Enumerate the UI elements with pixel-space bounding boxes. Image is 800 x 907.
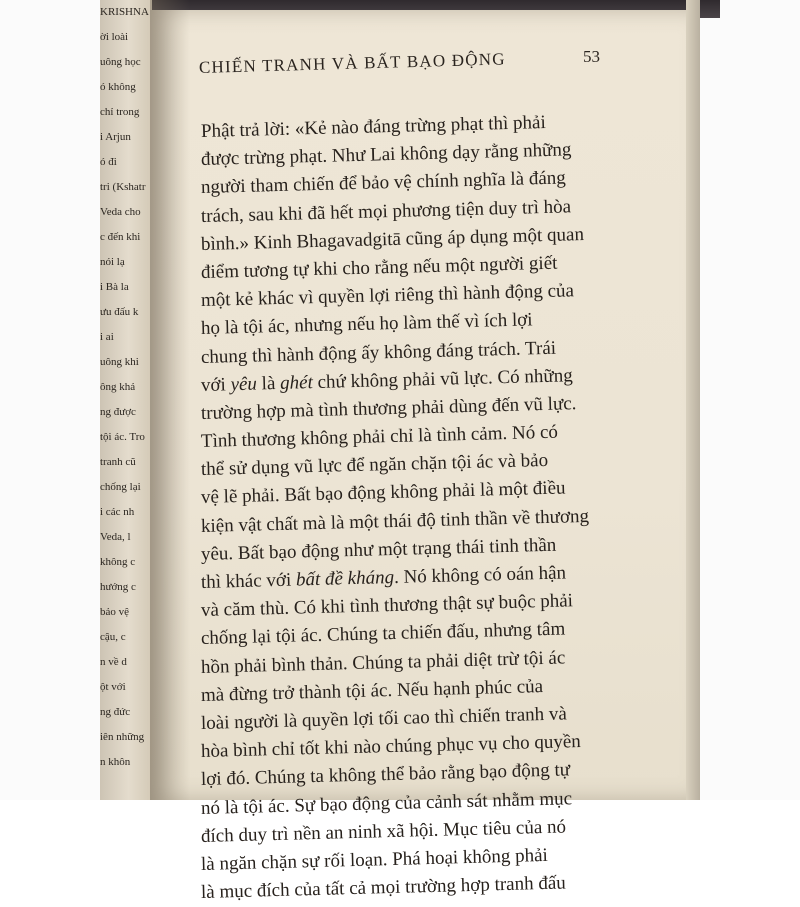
text-run: Phật trả lời: «Kẻ nào đáng trừng phạt thì phải: [200, 111, 547, 142]
text-run: điểm tương tự khi cho rằng nếu một người giết: [200, 252, 558, 283]
text-run: với: [200, 373, 231, 396]
left-page-edge: [100, 0, 152, 800]
left-page-fragment: i Bà la: [100, 281, 129, 293]
book-gutter-shadow: [150, 0, 190, 800]
text-run: Tình thương không phải chỉ là tình cảm. Nó có: [200, 421, 559, 453]
left-page-fragment: tri (Kshatr: [100, 181, 146, 193]
italic-phrase: yêu: [230, 373, 258, 395]
left-page-fragment: ưu đấu k: [100, 306, 139, 318]
left-page-fragment: ông khả: [100, 381, 136, 393]
left-page-fragment: iên những: [100, 731, 145, 743]
left-page-fragment: chỉ trong: [100, 106, 140, 118]
text-run: kiện vật chất mà là một thái độ tinh thần về thương: [200, 505, 590, 537]
left-page-fragment: n về d: [100, 656, 127, 668]
left-page-fragment: i các nh: [100, 506, 135, 518]
left-page-fragment: ng được: [100, 406, 136, 418]
left-page-fragment: chống lại: [100, 481, 141, 493]
text-run: người tham chiến để bảo vệ chính nghĩa là đáng: [200, 167, 567, 199]
text-run: được trừng phạt. Như Lai không dạy rằng những: [200, 139, 572, 171]
italic-phrase: ghét: [279, 371, 314, 394]
page-edge-right: [686, 0, 700, 800]
text-run: và căm thù. Có khi tình thương thật sự buộc phải: [200, 590, 574, 622]
left-page-fragment: Veda cho: [100, 206, 141, 218]
text-run: là mục đích của tất cả mọi trường hợp tranh đấu: [200, 872, 567, 904]
left-page-fragment: ột với: [100, 681, 126, 693]
left-page-fragment: ng đức: [100, 706, 131, 718]
text-run: trách, sau khi đã hết mọi phương tiện duy trì hòa: [200, 195, 572, 227]
left-page-fragment: bảo vệ: [100, 606, 130, 618]
text-run: là ngăn chặn sự rối loạn. Phá hoại không phải: [200, 844, 549, 875]
text-run: thì khác với: [200, 569, 297, 593]
left-page-fragment: uông học: [100, 56, 141, 68]
left-page-fragment: i Arjun: [100, 131, 131, 143]
left-page-fragment: tranh cũ: [100, 456, 136, 468]
text-run: chung thì hành động ấy không đáng trách. Trái: [200, 337, 557, 368]
text-run: một kẻ khác vì quyền lợi riêng thì hành động của: [200, 280, 575, 312]
text-run: hồn phải bình thản. Chúng ta phải diệt trừ tội ác: [200, 647, 566, 678]
left-page-fragment: hướng c: [100, 581, 136, 593]
italic-phrase: bất đề kháng: [295, 566, 395, 591]
text-run: loài người là quyền lợi tối cao thì chiến tranh và: [200, 703, 568, 734]
text-run: họ là tội ác, nhưng nếu họ làm thế vì ích lợi: [200, 309, 533, 340]
text-run: chống lại tội ác. Chúng ta chiến đấu, nhưng tâm: [200, 618, 566, 650]
left-page-fragment: không c: [100, 556, 136, 568]
left-page-fragment: Veda, l: [100, 531, 131, 543]
text-run: hòa bình chỉ tốt khi nào chúng phục vụ cho quyền: [200, 731, 582, 763]
text-run: chứ không phải vũ lực. Có những: [312, 364, 573, 393]
body-text: [200, 111, 641, 907]
text-run: thể sử dụng vũ lực để ngăn chặn tội ác và bảo: [200, 450, 549, 481]
page-number: 53: [583, 47, 600, 66]
text-run: . Nó không có oán hận: [393, 562, 567, 588]
text-run: là: [256, 372, 281, 395]
left-page-fragment: c đến khi: [100, 231, 141, 243]
running-head: CHIẾN TRANH VÀ BẤT BẠO ĐỘNG: [198, 49, 506, 77]
text-run: trường hợp mà tình thương phải dùng đến vũ lực.: [200, 393, 577, 424]
text-run: yêu. Bất bạo động như một trạng thái tinh thần: [200, 534, 557, 565]
left-page-fragment: ó đi: [100, 156, 117, 168]
left-page-fragment: KRISHNA: [100, 6, 149, 18]
text-run: nó là tội ác. Sự bạo động của cảnh sát nhằm mục: [200, 787, 573, 819]
left-page-fragment: tội ác. Tro: [100, 431, 145, 443]
left-page-fragment: ời loài: [100, 31, 129, 43]
text-run: mà đừng trở thành tội ác. Nếu hạnh phúc của: [200, 675, 544, 706]
left-page-fragment: nói lạ: [100, 256, 125, 268]
text-run: đích duy trì nền an ninh xã hội. Mục tiêu của nó: [200, 816, 567, 847]
left-page-fragment: uông khi: [100, 356, 139, 368]
left-page-fragment: n khôn: [100, 756, 131, 768]
text-run: bình.» Kinh Bhagavadgitā cũng áp dụng một quan: [200, 223, 585, 255]
left-page-fragment: i ai: [100, 331, 114, 343]
left-page-fragment: ó không: [100, 81, 136, 93]
text-run: vệ lẽ phải. Bất bạo động không phải là một điều: [200, 477, 566, 509]
text-run: lợi đó. Chúng ta không thể bảo rằng bạo động tự: [200, 759, 571, 791]
left-page-fragment: cậu, c: [100, 631, 126, 643]
